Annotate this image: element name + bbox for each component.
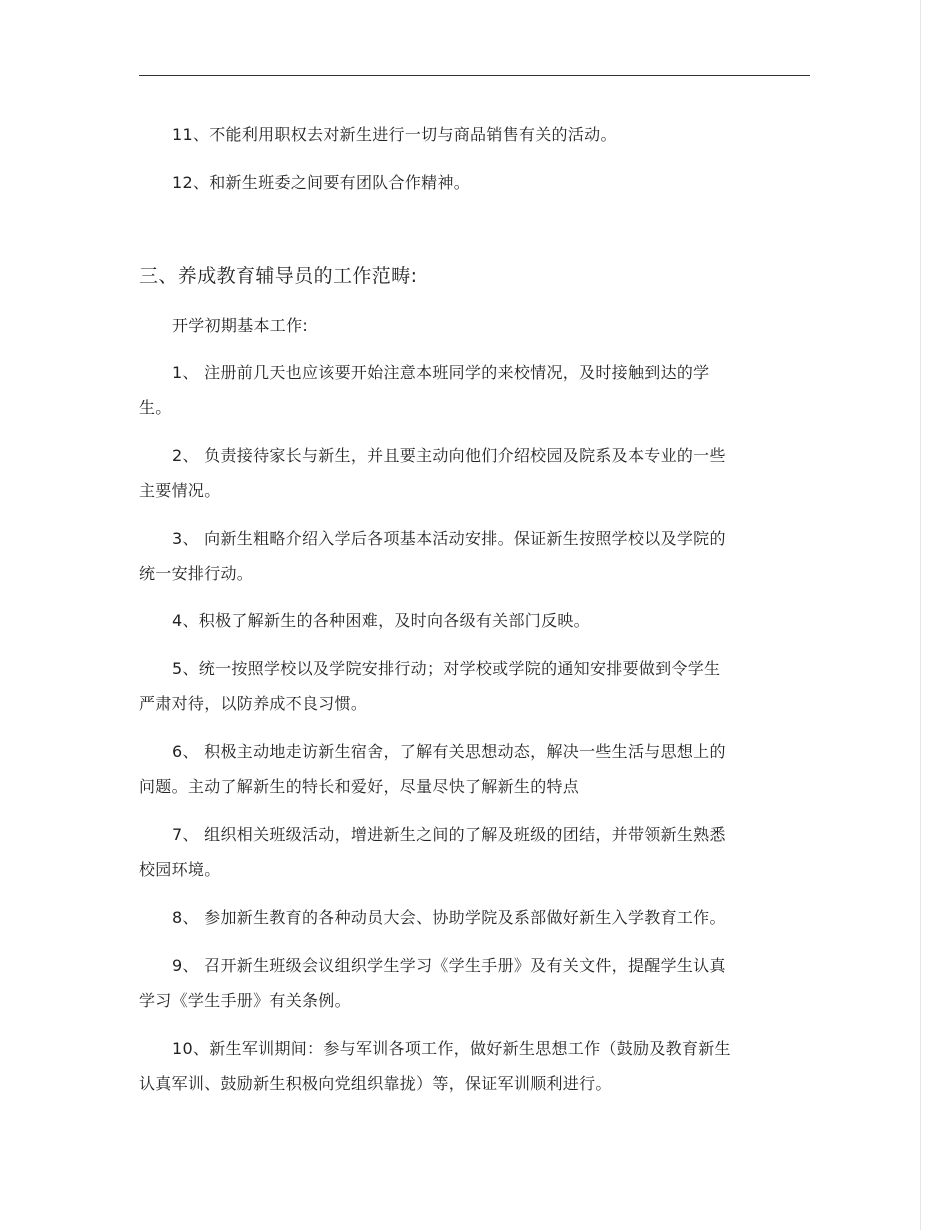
header-rule <box>139 75 810 76</box>
item-1-line2: 生。 <box>139 398 172 417</box>
item-10-line2: 认真军训、鼓励新生积极向党组织靠拢）等，保证军训顺利进行。 <box>139 1074 612 1093</box>
item-6-line2: 问题。主动了解新生的特长和爱好，尽量尽快了解新生的特点 <box>139 777 580 796</box>
item-12-text: 12、和新生班委之间要有团队合作精神。 <box>172 173 471 192</box>
item-7-line1: 7、 组织相关班级活动，增进新生之间的了解及班级的团结，并带领新生熟悉 <box>172 825 726 844</box>
item-5-line2: 严肃对待，以防养成不良习惯。 <box>139 694 368 713</box>
item-1-line1: 1、 注册前几天也应该要开始注意本班同学的来校情况，及时接触到达的学 <box>172 363 710 382</box>
subheading: 开学初期基本工作: <box>172 316 309 335</box>
item-3-line1: 3、 向新生粗略介绍入学后各项基本活动安排。保证新生按照学校以及学院的 <box>172 529 726 548</box>
page-edge <box>920 0 921 1230</box>
item-9-line1: 9、 召开新生班级会议组织学生学习《学生手册》及有关文件，提醒学生认真 <box>172 956 726 975</box>
item-3-line2: 统一安排行动。 <box>139 564 254 583</box>
item-6-line1: 6、 积极主动地走访新生宿舍，了解有关思想动态，解决一些生活与思想上的 <box>172 742 726 761</box>
item-11-text: 11、不能利用职权去对新生进行一切与商品销售有关的活动。 <box>172 125 617 144</box>
item-5-line1: 5、统一按照学校以及学院安排行动；对学校或学院的通知安排要做到令学生 <box>172 659 721 678</box>
item-2-line1: 2、 负责接待家长与新生，并且要主动向他们介绍校园及院系及本专业的一些 <box>172 446 726 465</box>
item-2-line2: 主要情况。 <box>139 481 221 500</box>
item-7-line2: 校园环境。 <box>139 860 221 879</box>
item-9-line2: 学习《学生手册》有关条例。 <box>139 991 351 1010</box>
item-4-line1: 4、积极了解新生的各种困难，及时向各级有关部门反映。 <box>172 611 590 630</box>
section-heading: 三、养成教育辅导员的工作范畴: <box>139 265 418 287</box>
item-8-line1: 8、 参加新生教育的各种动员大会、协助学院及系部做好新生入学教育工作。 <box>172 908 726 927</box>
item-10-line1: 10、新生军训期间：参与军训各项工作，做好新生思想工作（鼓励及教育新生 <box>172 1039 731 1058</box>
